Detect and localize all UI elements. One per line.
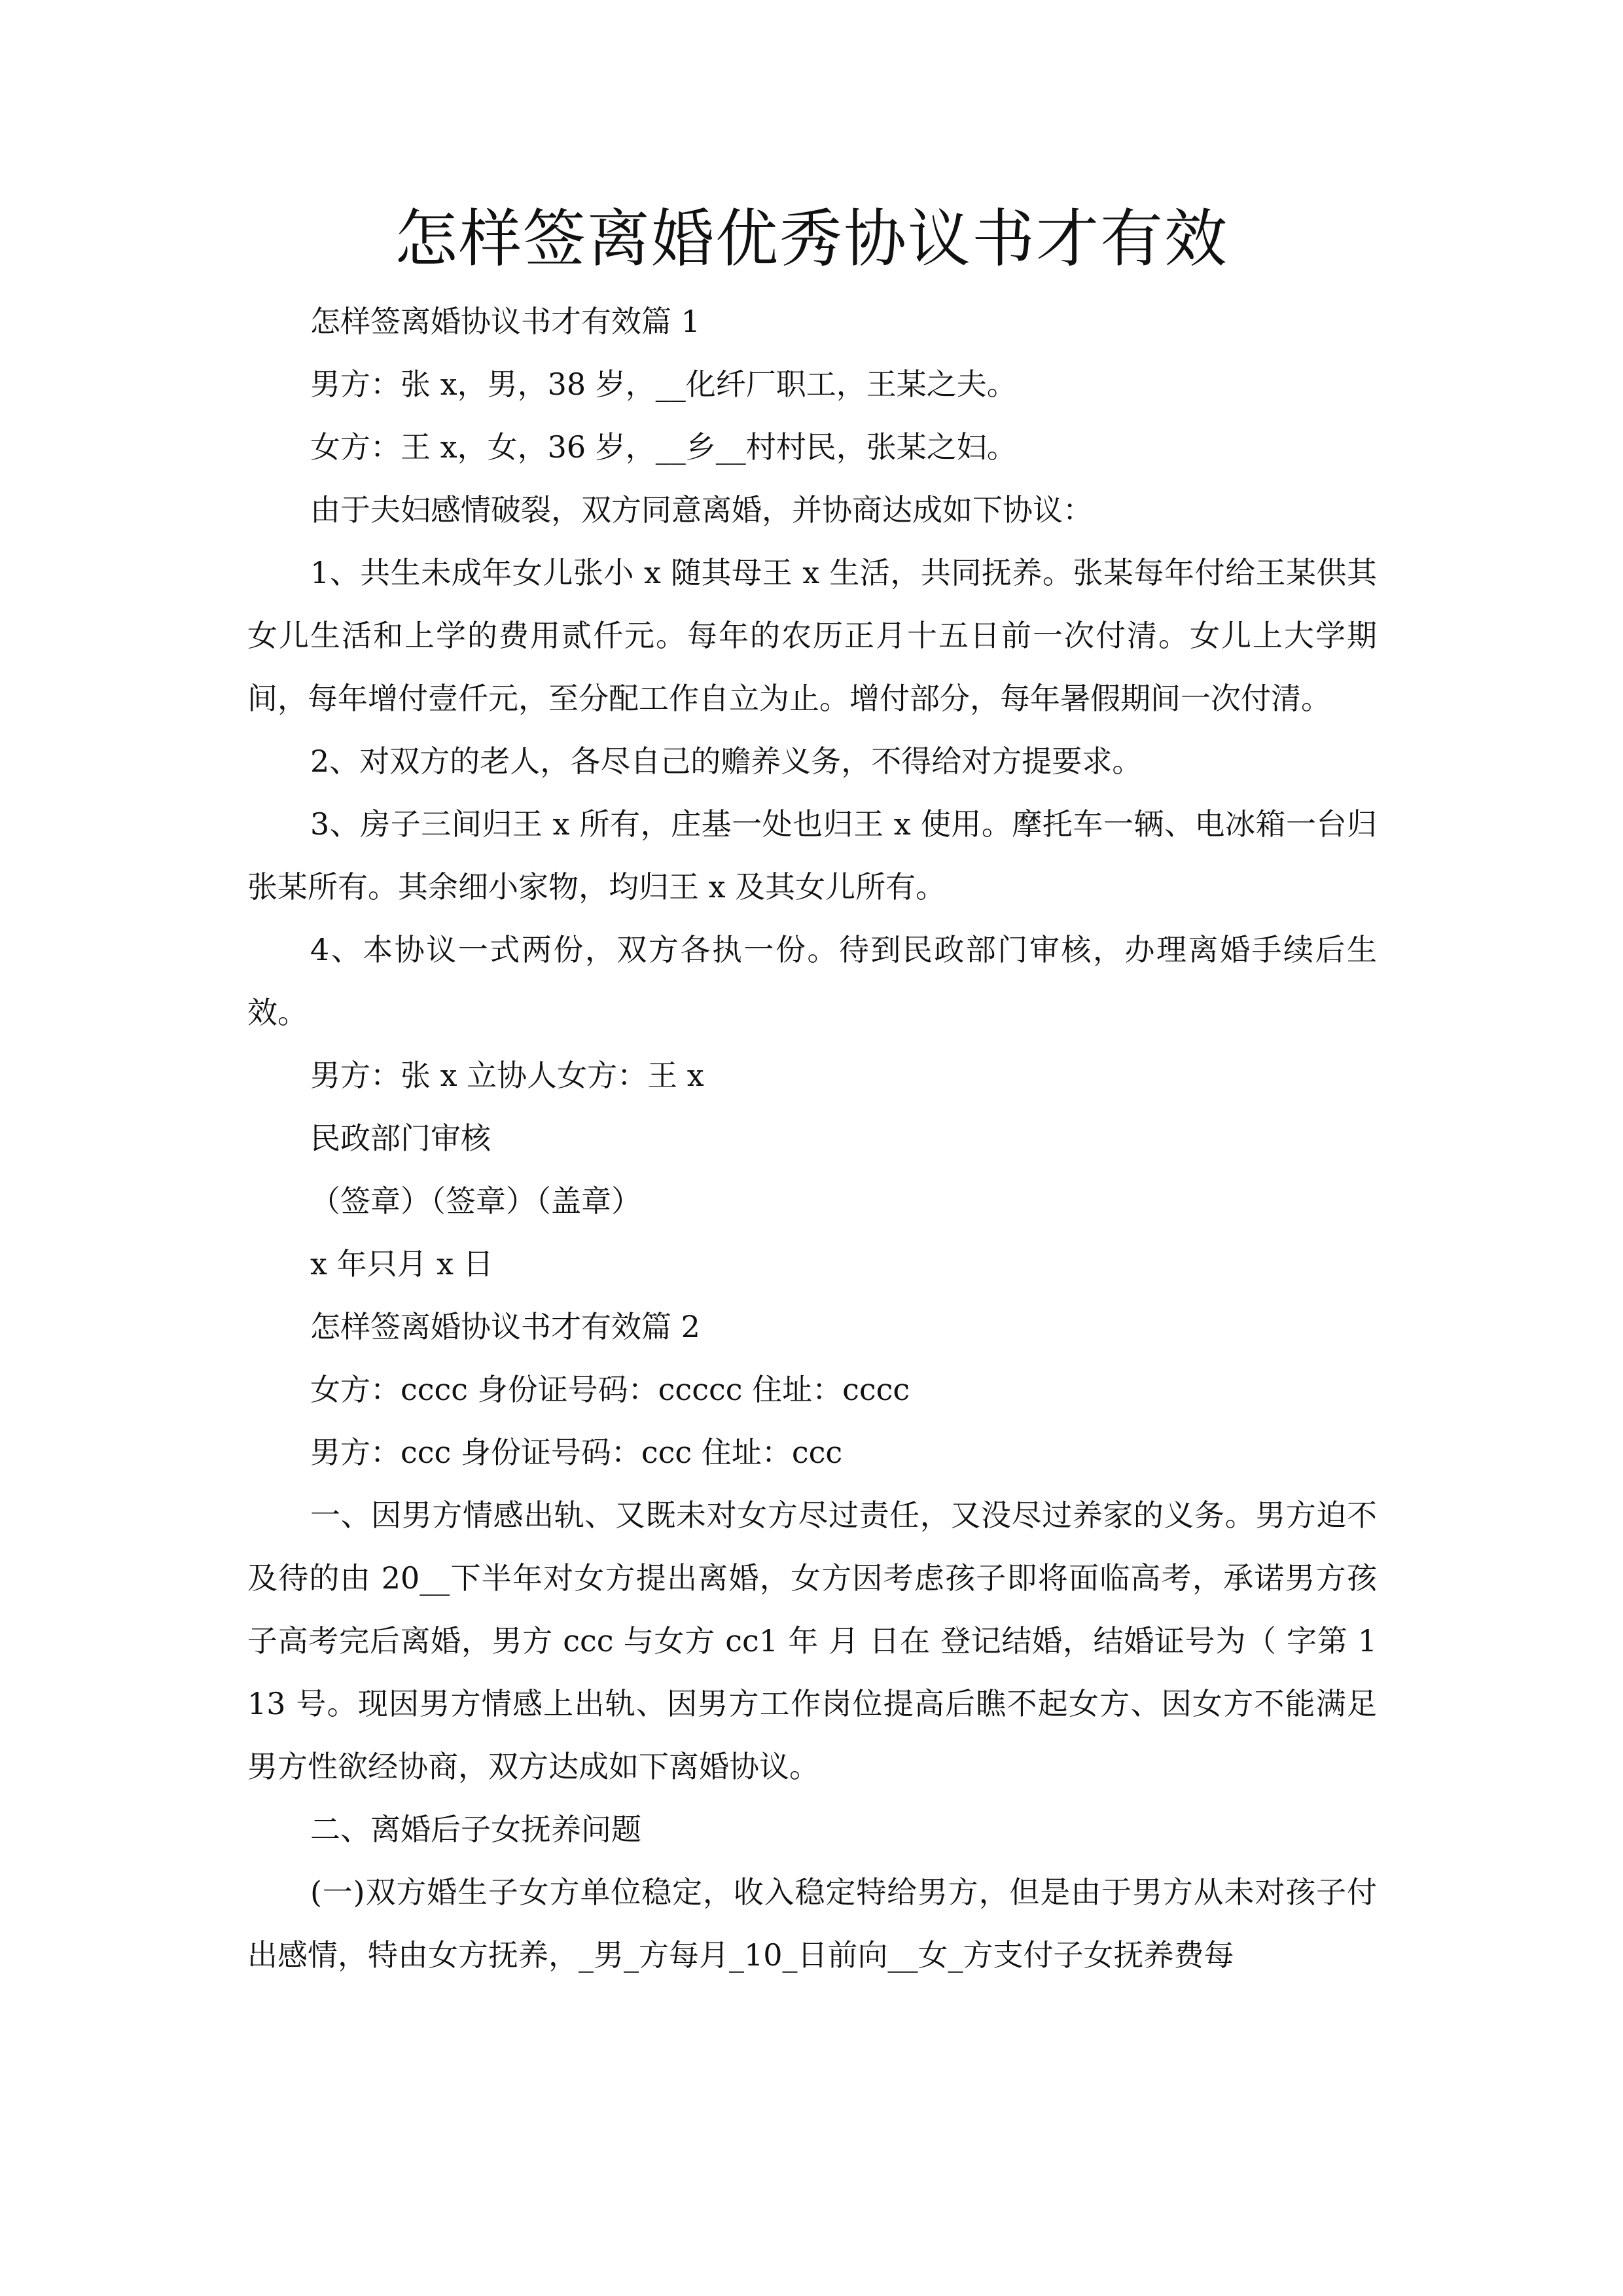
paragraph-husband-info: 男方：张 x，男，38 岁，__化纤厂职工，王某之夫。: [310, 367, 1017, 402]
paragraph-clause-3: 3、房子三间归王 x 所有，庄基一处也归王 x 使用。摩托车一辆、电冰箱一台归张某所有。其余细小家物，均归王 x 及其女儿所有。: [247, 806, 1377, 905]
paragraph-section-heading-2: 怎样签离婚协议书才有效篇 2: [310, 1309, 700, 1344]
paragraph-section-heading-1: 怎样签离婚协议书才有效篇 1: [310, 304, 700, 339]
paragraph-seals: （签章）（签章）（盖章）: [310, 1183, 641, 1219]
paragraph-signatories: 男方：张 x 立协人女方：王 x: [310, 1058, 704, 1093]
paragraph-wife-id: 女方：cccc 身份证号码：ccccc 住址：cccc: [310, 1372, 910, 1407]
paragraph-clause-1: 1、共生未成年女儿张小 x 随其母王 x 生活，共同抚养。张某每年付给王某供其女儿生活和上学的费用贰仟元。每年的农历正月十五日前一次付清。女儿上大学期间，每年增付壹仟元，至分配工作自立为止。增付部分，每年暑假期间一次付清。: [247, 555, 1377, 716]
paragraph-section-one: 一、因男方情感出轨、又既未对女方尽过责任，又没尽过养家的义务。男方迫不及待的由 20__下半年对女方提出离婚，女方因考虑孩子即将面临高考，承诺男方孩子高考完后离婚，男方 ccc 与女方 cc1 年 月 日在 登记结婚，结婚证号为（ 字第 113 号。现因男方情感上出轨、因男方工作岗位提高后瞧不起女方、因女方不能满足男方性欲经协商，双方达成如下离婚协议。: [247, 1498, 1377, 1784]
document-title: 怎样签离婚优秀协议书才有效: [395, 202, 1228, 276]
paragraph-clause-4: 4、本协议一式两份，双方各执一份。待到民政部门审核，办理离婚手续后生效。: [247, 932, 1377, 1030]
paragraph-child-custody: (一)双方婚生子女方单位稳定，收入稳定特给男方，但是由于男方从未对孩子付出感情，特由女方抚养，_男_方每月_10_日前向__女_方支付子女抚养费每: [247, 1874, 1377, 1973]
paragraph-date: x 年只月 x 日: [310, 1246, 493, 1282]
paragraph-agreement-intro: 由于夫妇感情破裂，双方同意离婚，并协商达成如下协议：: [310, 492, 1093, 528]
paragraph-husband-id: 男方：ccc 身份证号码：ccc 住址：ccc: [310, 1435, 843, 1470]
paragraph-section-two-heading: 二、离婚后子女抚养问题: [310, 1812, 641, 1847]
paragraph-civil-affairs-review: 民政部门审核: [310, 1121, 491, 1156]
paragraph-wife-info: 女方：王 x，女，36 岁，__乡__村村民，张某之妇。: [310, 429, 1017, 465]
document-body: [247, 290, 1377, 1986]
paragraph-clause-2: 2、对双方的老人，各尽自己的赡养义务，不得给对方提要求。: [310, 744, 1143, 779]
